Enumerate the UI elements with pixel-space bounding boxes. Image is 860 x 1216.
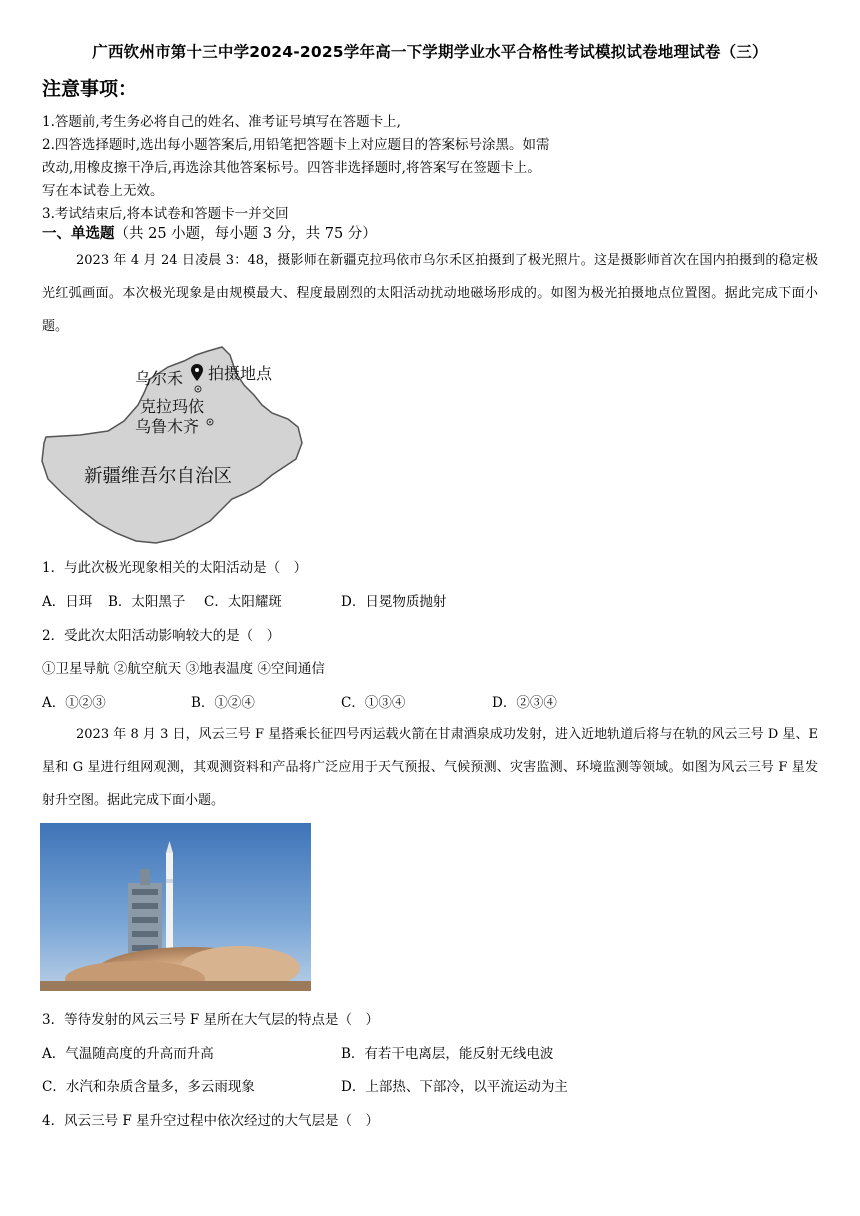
q2-option-c[interactable]: C．①③④ bbox=[341, 695, 406, 711]
label-wuerhe: 乌尔禾 bbox=[135, 369, 184, 388]
passage-aurora-text: 2023 年 4 月 24 日凌晨 3：48，摄影师在新疆克拉玛依市乌尔禾区拍摄到了极光照片。这是摄影师首次在国内拍摄到的稳定极光红弧画面。本次极光现象是由规模最大、程度最剧烈的太阳活动扰动地磁场形成的。如图为极光拍摄地点位置图。据此完成下面小题。 bbox=[42, 253, 818, 334]
notice-line-5: 3.考试结束后,将本试卷和答题卡一并交回 bbox=[42, 206, 289, 222]
q1-option-c[interactable]: C．太阳耀斑 bbox=[204, 594, 282, 610]
label-urumqi: 乌鲁木齐 bbox=[135, 417, 200, 436]
passage-satellite bbox=[42, 718, 818, 817]
q3-option-c[interactable]: C．水汽和杂质含量多，多云雨现象 bbox=[42, 1079, 255, 1095]
label-xinjiang: 新疆维吾尔自治区 bbox=[84, 466, 233, 487]
rocket-launch-photo bbox=[40, 823, 311, 991]
q1-option-b[interactable]: B．太阳黑子 bbox=[108, 594, 186, 610]
q2-option-a[interactable]: A．①②③ bbox=[42, 695, 106, 711]
notice-line-2: 2.四答选择题时,选出每小题答案后,用铅笔把答题卡上对应题目的答案标号涂黑。如需 bbox=[42, 137, 550, 153]
question-1-stem: 1．与此次极光现象相关的太阳活动是（ ） bbox=[42, 560, 308, 576]
notice-line-4: 写在本试卷上无效。 bbox=[42, 183, 164, 199]
passage-aurora bbox=[42, 244, 818, 343]
section-name: 一、单选题 bbox=[42, 226, 115, 242]
notice-line-3: 改动,用橡皮擦干净后,再选涂其他答案标号。四答非选择题时,将答案写在签题卡上。 bbox=[42, 160, 541, 176]
label-karamay: 克拉玛依 bbox=[140, 397, 205, 416]
label-photo-site: 拍摄地点 bbox=[208, 364, 273, 383]
aurora-location-map bbox=[40, 343, 308, 548]
notice-heading: 注意事项： bbox=[42, 78, 138, 100]
section-detail: （共 25 小题，每小题 3 分，共 75 分） bbox=[114, 226, 377, 242]
karamay-dot-center bbox=[197, 388, 199, 390]
notice-line-1: 1.答题前,考生务必将自己的姓名、准考证号填写在答题卡上, bbox=[42, 114, 401, 130]
q2-option-b[interactable]: B．①②④ bbox=[191, 695, 255, 711]
question-4-stem: 4．风云三号 F 星升空过程中依次经过的大气层是（ ） bbox=[42, 1113, 380, 1129]
q1-option-d[interactable]: D．日冕物质抛射 bbox=[341, 594, 447, 610]
q3-option-d[interactable]: D．上部热、下部冷，以平流运动为主 bbox=[341, 1079, 568, 1095]
q2-option-d[interactable]: D．②③④ bbox=[492, 695, 557, 711]
section-heading bbox=[42, 222, 377, 243]
question-3-stem: 3．等待发射的风云三号 F 星所在大气层的特点是（ ） bbox=[42, 1012, 380, 1028]
rocket-launch-image bbox=[40, 823, 311, 991]
urumqi-dot-center bbox=[209, 421, 211, 423]
q3-option-a[interactable]: A．气温随高度的升高而升高 bbox=[42, 1046, 214, 1062]
exam-title: 广西钦州市第十三中学2024-2025学年高一下学期学业水平合格性考试模拟试卷地理试卷（三） bbox=[92, 43, 768, 61]
q3-option-b[interactable]: B．有若干电离层，能反射无线电波 bbox=[341, 1046, 554, 1062]
question-2-stem: 2．受此次太阳活动影响较大的是（ ） bbox=[42, 628, 281, 644]
passage-satellite-text: 2023 年 8 月 3 日，风云三号 F 星搭乘长征四号丙运载火箭在甘肃酒泉成功发射，进入近地轨道后将与在轨的风云三号 D 星、E 星和 G 星进行组网观测，其观测资料和产品将广泛应用于天气预报、气候预测、灾害监测、环境监测等领域。如图为风云三号 F 星发射升空图。据此完成下面小题。 bbox=[42, 727, 818, 808]
question-2-items: ①卫星导航 ②航空航天 ③地表温度 ④空间通信 bbox=[42, 661, 325, 677]
q1-option-a[interactable]: A．日珥 bbox=[42, 594, 93, 610]
